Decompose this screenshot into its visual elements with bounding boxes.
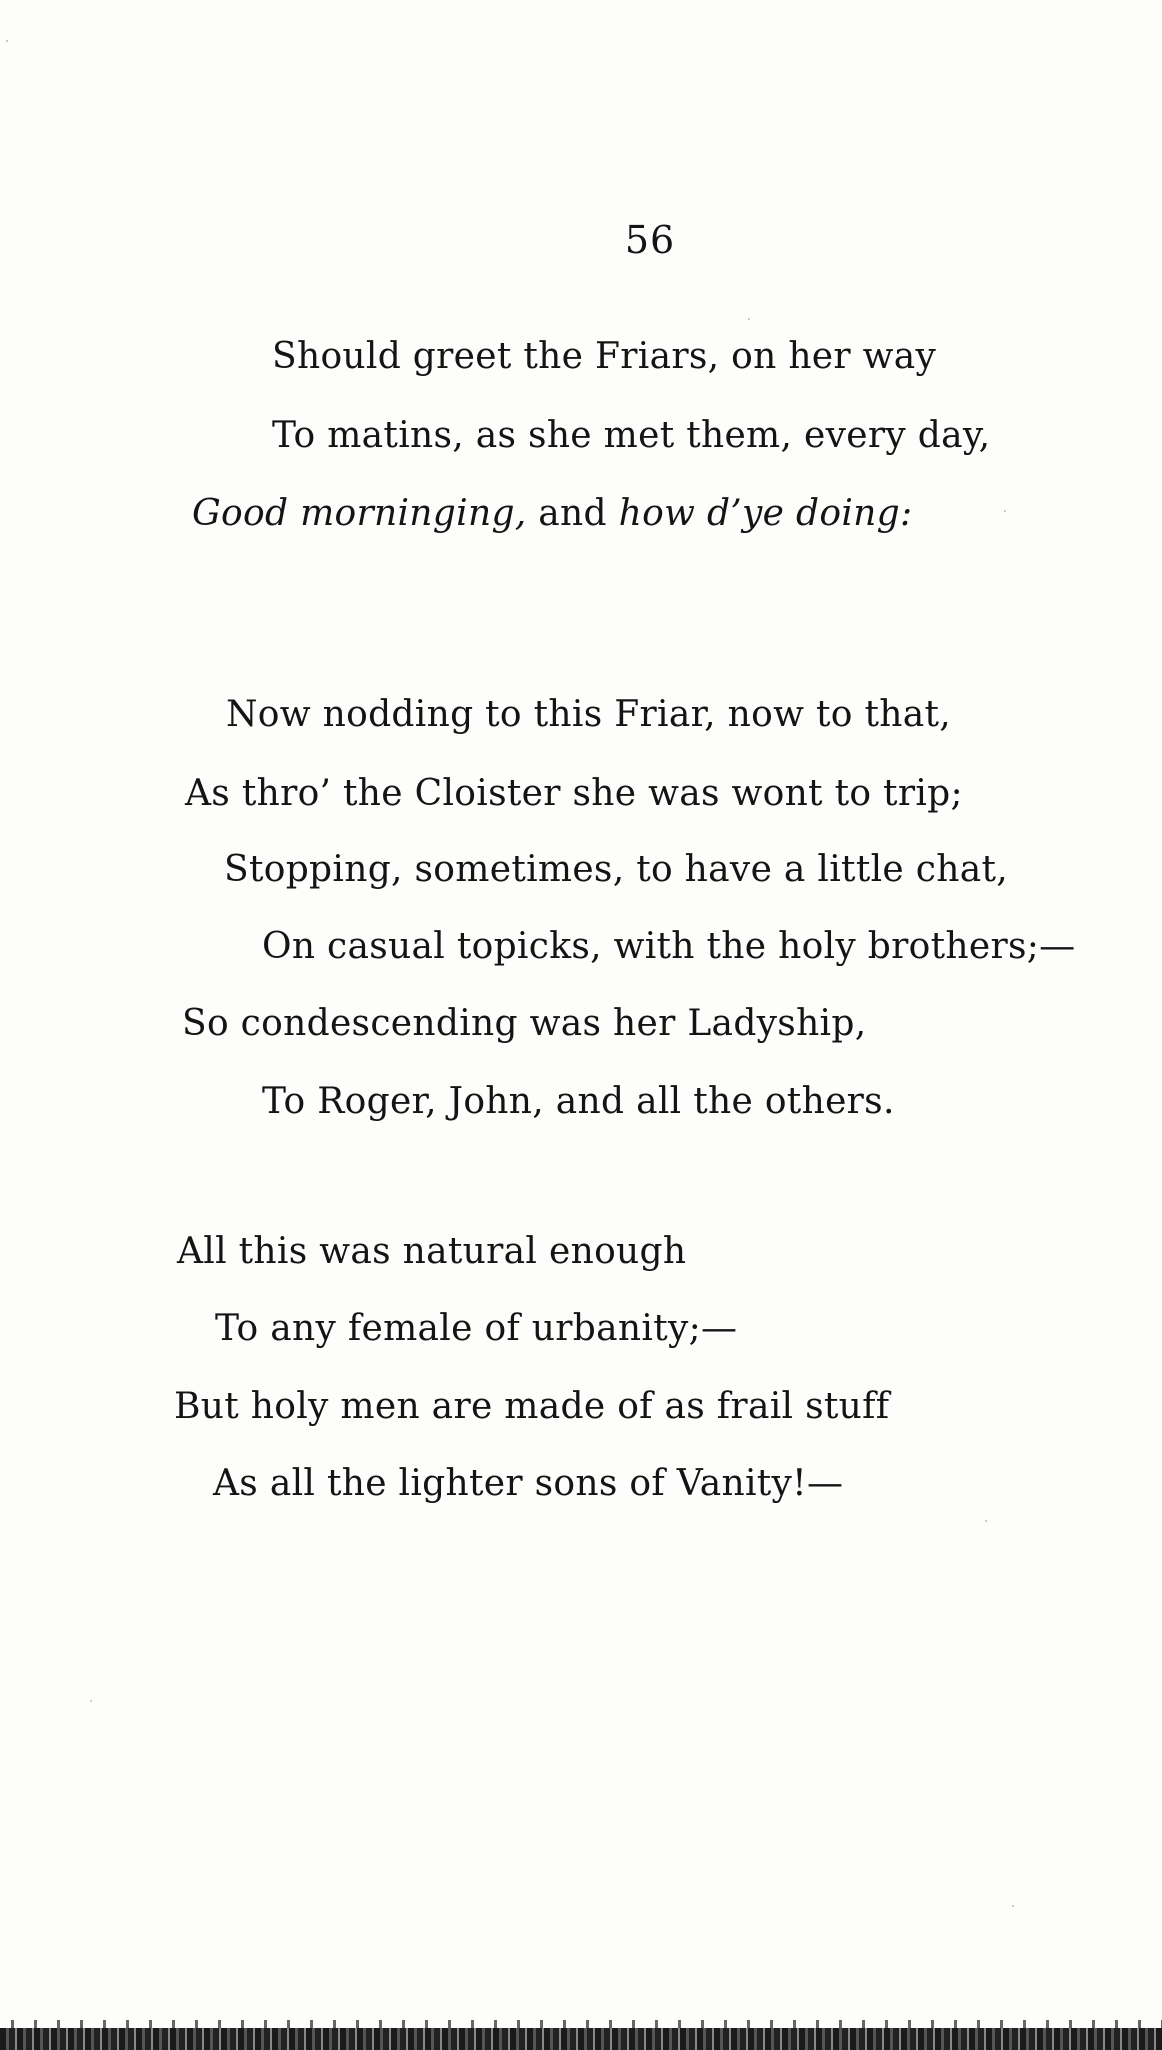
verse-line: On casual topicks, with the holy brothers;— <box>262 926 1076 967</box>
verse-line: To Roger, John, and all the others. <box>262 1081 895 1122</box>
paper-speck <box>6 40 8 42</box>
verse-line: As all the lighter sons of Vanity!— <box>213 1463 844 1504</box>
verse-line: Should greet the Friars, on her way <box>272 336 937 377</box>
verse-line: But holy men are made of as frail stuff <box>174 1386 890 1427</box>
verse-line: All this was natural enough <box>177 1231 687 1272</box>
paper-speck <box>748 318 750 320</box>
page-number: 56 <box>624 218 676 262</box>
paper-speck <box>985 1520 987 1522</box>
verse-line: Now nodding to this Friar, now to that, <box>226 694 951 735</box>
italic-phrase: Good morninging, <box>192 493 527 534</box>
scanned-page-edge <box>0 2020 1162 2050</box>
paper-speck <box>1012 1905 1014 1907</box>
verse-line <box>192 492 912 536</box>
paper-speck <box>90 1700 92 1702</box>
verse-line: To matins, as she met them, every day, <box>272 415 991 456</box>
verse-line: Stopping, sometimes, to have a little chat, <box>224 849 1008 890</box>
verse-line: As thro’ the Cloister she was wont to trip; <box>185 773 963 814</box>
plain-phrase: and <box>526 493 619 534</box>
verse-line: To any female of urbanity;— <box>215 1308 738 1349</box>
verse-line: So condescending was her Ladyship, <box>182 1003 867 1044</box>
paper-speck <box>1004 510 1006 512</box>
italic-phrase: how d’ye doing: <box>618 493 913 534</box>
